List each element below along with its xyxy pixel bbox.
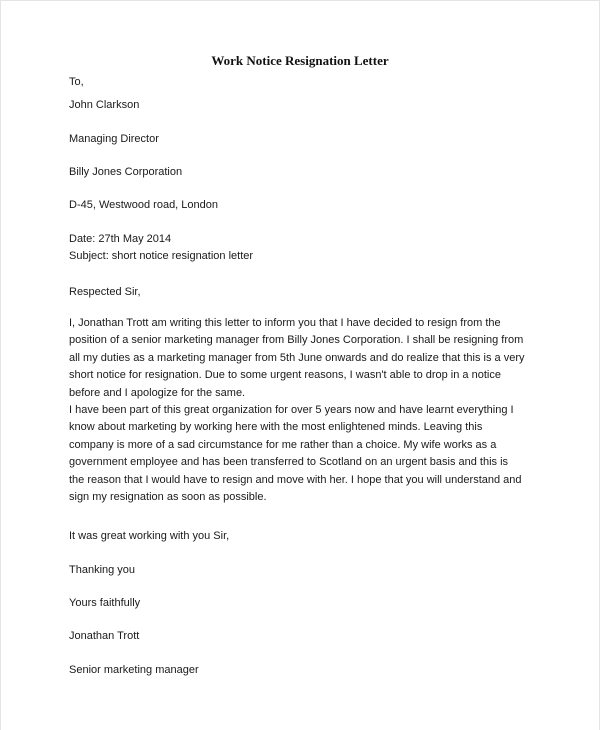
- paragraph-line: sign my resignation as soon as possible.: [69, 491, 267, 504]
- closing-remark: It was great working with you Sir,: [69, 530, 230, 542]
- letter-greeting: Respected Sir,: [69, 286, 141, 298]
- letter-subject: Subject: short notice resignation letter: [69, 250, 254, 262]
- paragraph-line: short notice for resignation. Due to some urgent reasons, I wasn't able to drop in a notice: [69, 369, 501, 382]
- paragraph-line: government employee and has been transferred to Scotland on an urgent basis and this is: [69, 456, 509, 469]
- recipient-position: Managing Director: [69, 133, 159, 145]
- paragraph-line: position of a senior marketing manager from Billy Jones Corporation. I shall be resigning from: [69, 334, 524, 347]
- body-paragraph-1: [69, 315, 554, 402]
- recipient-company: Billy Jones Corporation: [69, 166, 183, 178]
- paragraph-line: know about marketing by working here with the most enlightened minds. Leaving this: [69, 421, 483, 434]
- paragraph-line: all my duties as a marketing manager from 5th June onwards and do realize that this is a very: [69, 351, 525, 364]
- letter-title: Work Notice Resignation Letter: [211, 53, 389, 68]
- body-paragraph-2: [69, 402, 554, 506]
- signoff-line: Yours faithfully: [69, 597, 141, 609]
- paragraph-line: company is more of a sad circumstance for me rather than a choice. My wife works as a: [69, 438, 497, 451]
- thanks-line: Thanking you: [69, 564, 136, 576]
- recipient-name: John Clarkson: [69, 99, 140, 111]
- paragraph-line: I, Jonathan Trott am writing this letter to inform you that I have decided to resign from the: [69, 317, 501, 329]
- paragraph-line: the reason that I would have to resign and move with her. I hope that you will understand and: [69, 473, 522, 486]
- letter-date: Date: 27th May 2014: [69, 233, 172, 245]
- recipient-address: D-45, Westwood road, London: [69, 199, 218, 211]
- salutation-to: To,: [69, 76, 84, 88]
- paragraph-line: before and I apologize for the same.: [69, 386, 246, 399]
- sender-name: Jonathan Trott: [69, 630, 140, 642]
- sender-title: Senior marketing manager: [69, 664, 199, 676]
- paragraph-line: I have been part of this great organization for over 5 years now and have learnt everything I: [69, 404, 514, 416]
